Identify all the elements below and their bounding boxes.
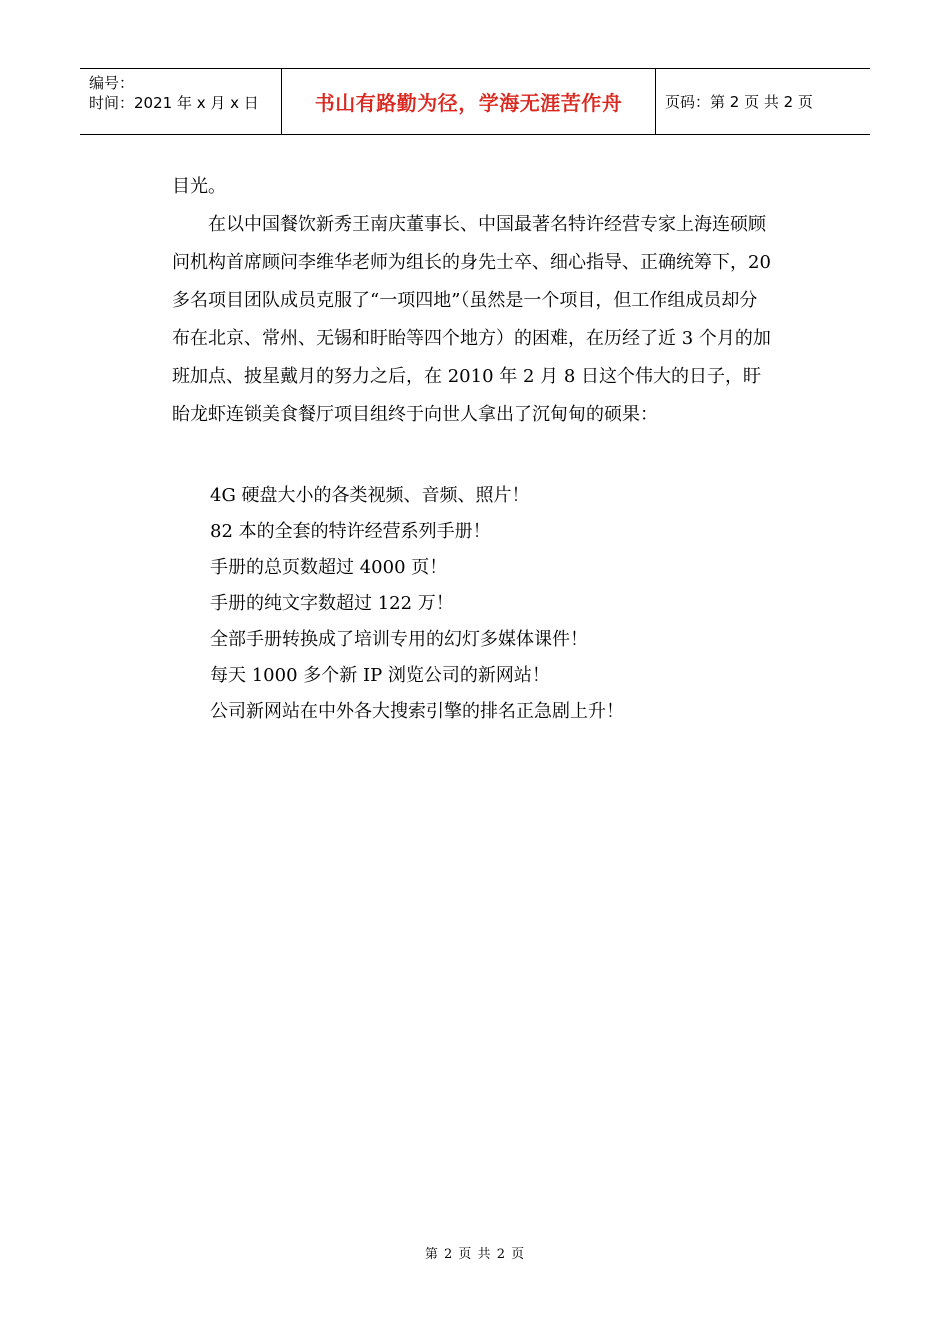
list-item: 手册的总页数超过 4000 页！ [210,557,448,578]
page-footer: 第 2 页 共 2 页 [424,1247,526,1262]
list-item: 82 本的全套的特许经营系列手册！ [210,521,491,542]
header-page-number: 页码：第 2 页 共 2 页 [665,93,813,111]
list-item: 每天 1000 多个新 IP 浏览公司的新网站！ [210,665,550,686]
document-header [80,68,870,135]
header-meta-cell [80,69,282,134]
list-item: 全部手册转换成了培训专用的幻灯多媒体课件！ [210,629,588,650]
list-item: 手册的纯文字数超过 122 万！ [210,593,454,614]
document-body [172,168,772,730]
body-paragraph: 在以中国餐饮新秀王南庆董事长、中国最著名特许经营专家上海连硕顾问机构首席顾问李维华老师为组长的身先士卒、细心指导、正确统筹下，20 多名项目团队成员克服了“一项四地”（虽然是一个项目，但工作组成员却分布在北京、常州、无锡和盱眙等四个地方）的困难，在历经了近 3 个月的加班加点、披星戴月的努力之后，在 2010 年 2 月 8 日这个伟大的日子，盱眙龙虾连锁美食餐厅项目组终于向世人拿出了沉甸甸的硕果： [172,214,771,425]
header-motto: 书山有路勤为径，学海无涯苦作舟 [282,69,656,134]
document-number-label: 编号： [89,74,135,92]
achievement-list [172,478,772,730]
document-time-label: 时间：2021 年 x 月 x 日 [89,94,259,112]
continued-text: 目光。 [172,176,226,197]
list-item: 4G 硬盘大小的各类视频、音频、照片！ [210,485,530,506]
list-item: 公司新网站在中外各大搜索引擎的排名正急剧上升！ [210,701,624,722]
